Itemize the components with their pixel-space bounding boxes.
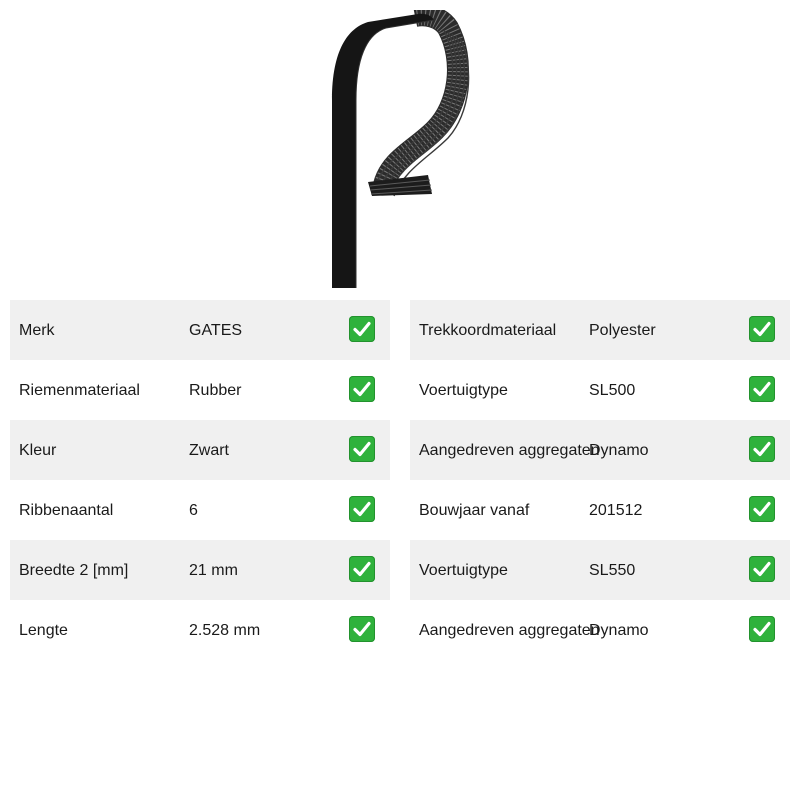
spec-value: 21 mm [189,562,238,579]
check-mark-icon [749,436,775,462]
spec-value: 201512 [589,502,643,519]
table-row [10,600,390,660]
table-row [10,420,390,480]
check-mark-icon [749,556,775,582]
table-row [410,300,790,360]
check-mark-icon [749,496,775,522]
check-mark-icon [749,316,775,342]
table-row [10,360,390,420]
spec-label: Voertuigtype [419,382,508,399]
spec-table-left [10,300,390,660]
check-mark-icon [349,436,375,462]
check-mark-icon [349,496,375,522]
spec-value: Polyester [589,322,656,339]
spec-label: Ribbenaantal [19,502,114,519]
belt-image [320,10,480,288]
spec-value: SL550 [589,562,636,579]
table-row [10,540,390,600]
spec-value: 2.528 mm [189,622,261,639]
spec-value: Rubber [189,382,242,399]
spec-label: Riemenmateriaal [19,382,140,399]
spec-label: Lengte [19,622,68,639]
spec-label: Kleur [19,442,57,459]
spec-label: Bouwjaar vanaf [419,502,530,519]
spec-value: Zwart [189,442,229,459]
spec-value: Dynamo [589,622,649,639]
spec-label: Aangedreven aggregaten [419,622,600,639]
spec-table-right [410,300,790,660]
spec-label: Merk [19,322,55,339]
spec-label: Aangedreven aggregaten [419,442,600,459]
spec-value: SL500 [589,382,636,399]
table-row [410,480,790,540]
table-row [410,600,790,660]
spec-label: Breedte 2 [mm] [19,562,129,579]
spec-label: Voertuigtype [419,562,508,579]
check-mark-icon [349,556,375,582]
check-mark-icon [749,376,775,402]
spec-label: Trekkoordmateriaal [419,322,557,339]
spec-value: GATES [189,322,243,339]
check-mark-icon [749,616,775,642]
belt-icon [320,10,480,288]
check-mark-icon [349,616,375,642]
table-row [410,420,790,480]
spec-value: 6 [189,502,198,519]
table-row [410,360,790,420]
table-row [10,480,390,540]
spec-value: Dynamo [589,442,649,459]
check-mark-icon [349,376,375,402]
table-row [10,300,390,360]
table-row [410,540,790,600]
check-mark-icon [349,316,375,342]
